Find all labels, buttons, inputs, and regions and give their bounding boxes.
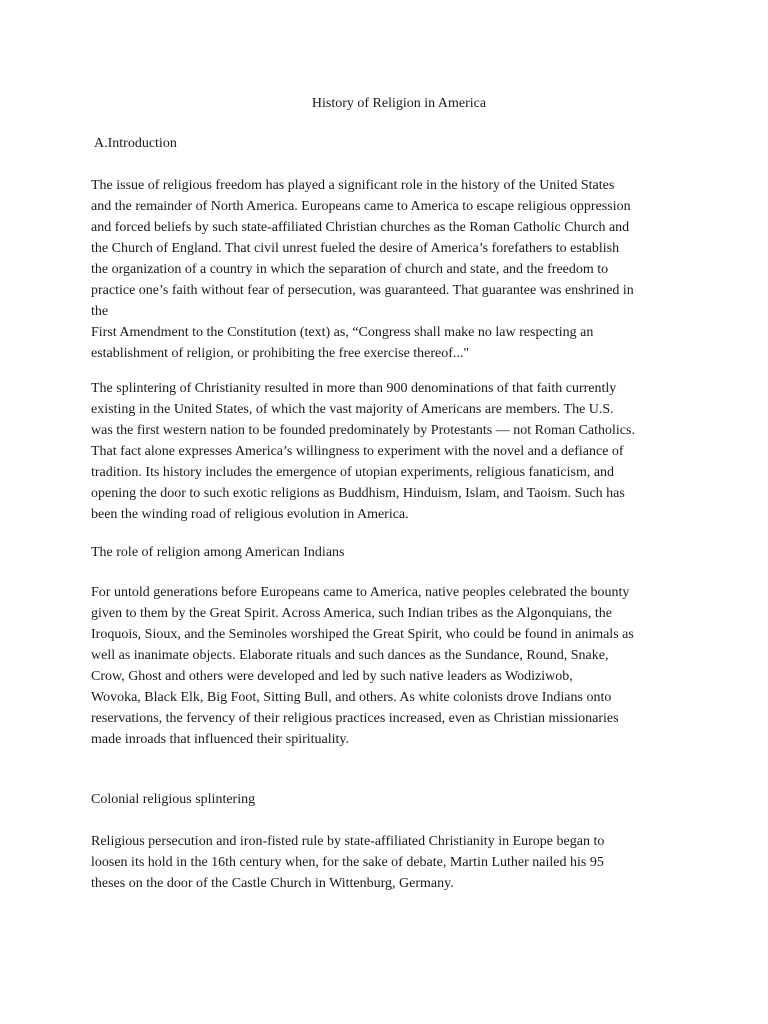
text-line: and the remainder of North America. Europeans came to America to escape religious oppression xyxy=(91,199,631,214)
text-line: Crow, Ghost and others were developed and led by such native leaders as Wodiziwob, xyxy=(91,669,573,684)
text-line: the xyxy=(91,304,109,319)
text-line: That fact alone expresses America’s willingness to experiment with the novel and a defiance of xyxy=(91,444,624,459)
text-line: the organization of a country in which the separation of church and state, and the freedom to xyxy=(91,262,609,277)
text-line: made inroads that influenced their spirituality. xyxy=(91,732,350,747)
text-line: opening the door to such exotic religions as Buddhism, Hinduism, Islam, and Taoism. Such has xyxy=(91,486,625,501)
paragraph-colonial-splintering xyxy=(91,831,691,894)
text-line: tradition. Its history includes the emergence of utopian experiments, religious fanaticism, and xyxy=(91,465,615,480)
text-line: The splintering of Christianity resulted in more than 900 denominations of that faith currently xyxy=(91,381,617,396)
text-line: Religious persecution and iron-fisted rule by state-affiliated Christianity in Europe began to xyxy=(91,834,605,849)
text-line: First Amendment to the Constitution (text) as, “Congress shall make no law respecting an xyxy=(91,325,594,340)
text-line: Wovoka, Black Elk, Big Foot, Sitting Bull, and others. As white colonists drove Indians onto xyxy=(91,690,612,705)
text-line: been the winding road of religious evolution in America. xyxy=(91,507,409,522)
section-heading-introduction: A.Introduction xyxy=(94,136,177,151)
text-line: existing in the United States, of which the vast majority of Americans are members. The U.S. xyxy=(91,402,614,417)
text-line: was the first western nation to be founded predominately by Protestants — not Roman Catholics. xyxy=(91,423,635,438)
text-line: reservations, the fervency of their religious practices increased, even as Christian missionaries xyxy=(91,711,619,726)
text-line: practice one’s faith without fear of persecution, was guaranteed. That guarantee was enshrined in xyxy=(91,283,634,298)
text-line: establishment of religion, or prohibiting the free exercise thereof..." xyxy=(91,346,470,361)
text-line: the Church of England. That civil unrest fueled the desire of America’s forefathers to establish xyxy=(91,241,620,256)
text-line: and forced beliefs by such state-affiliated Christian churches as the Roman Catholic Church and xyxy=(91,220,630,235)
text-line: For untold generations before Europeans came to America, native peoples celebrated the bounty xyxy=(91,585,630,600)
document-title: History of Religion in America xyxy=(311,96,487,111)
text-line: loosen its hold in the 16th century when, for the sake of debate, Martin Luther nailed his 95 xyxy=(91,855,604,870)
text-line: given to them by the Great Spirit. Across America, such Indian tribes as the Algonquians, the xyxy=(91,606,613,621)
text-line: Iroquois, Sioux, and the Seminoles worshiped the Great Spirit, who could be found in animals as xyxy=(91,627,634,642)
paragraph-religious-freedom xyxy=(91,175,691,364)
section-heading-colonial-splintering: Colonial religious splintering xyxy=(91,792,256,807)
paragraph-splintering-christianity xyxy=(91,378,691,525)
section-heading-american-indians: The role of religion among American Indians xyxy=(91,545,345,560)
text-line: well as inanimate objects. Elaborate rituals and such dances as the Sundance, Round, Snake, xyxy=(91,648,609,663)
text-line: theses on the door of the Castle Church in Wittenburg, Germany. xyxy=(91,876,454,891)
paragraph-american-indians xyxy=(91,582,691,750)
text-line: The issue of religious freedom has played a significant role in the history of the United States xyxy=(91,178,615,193)
